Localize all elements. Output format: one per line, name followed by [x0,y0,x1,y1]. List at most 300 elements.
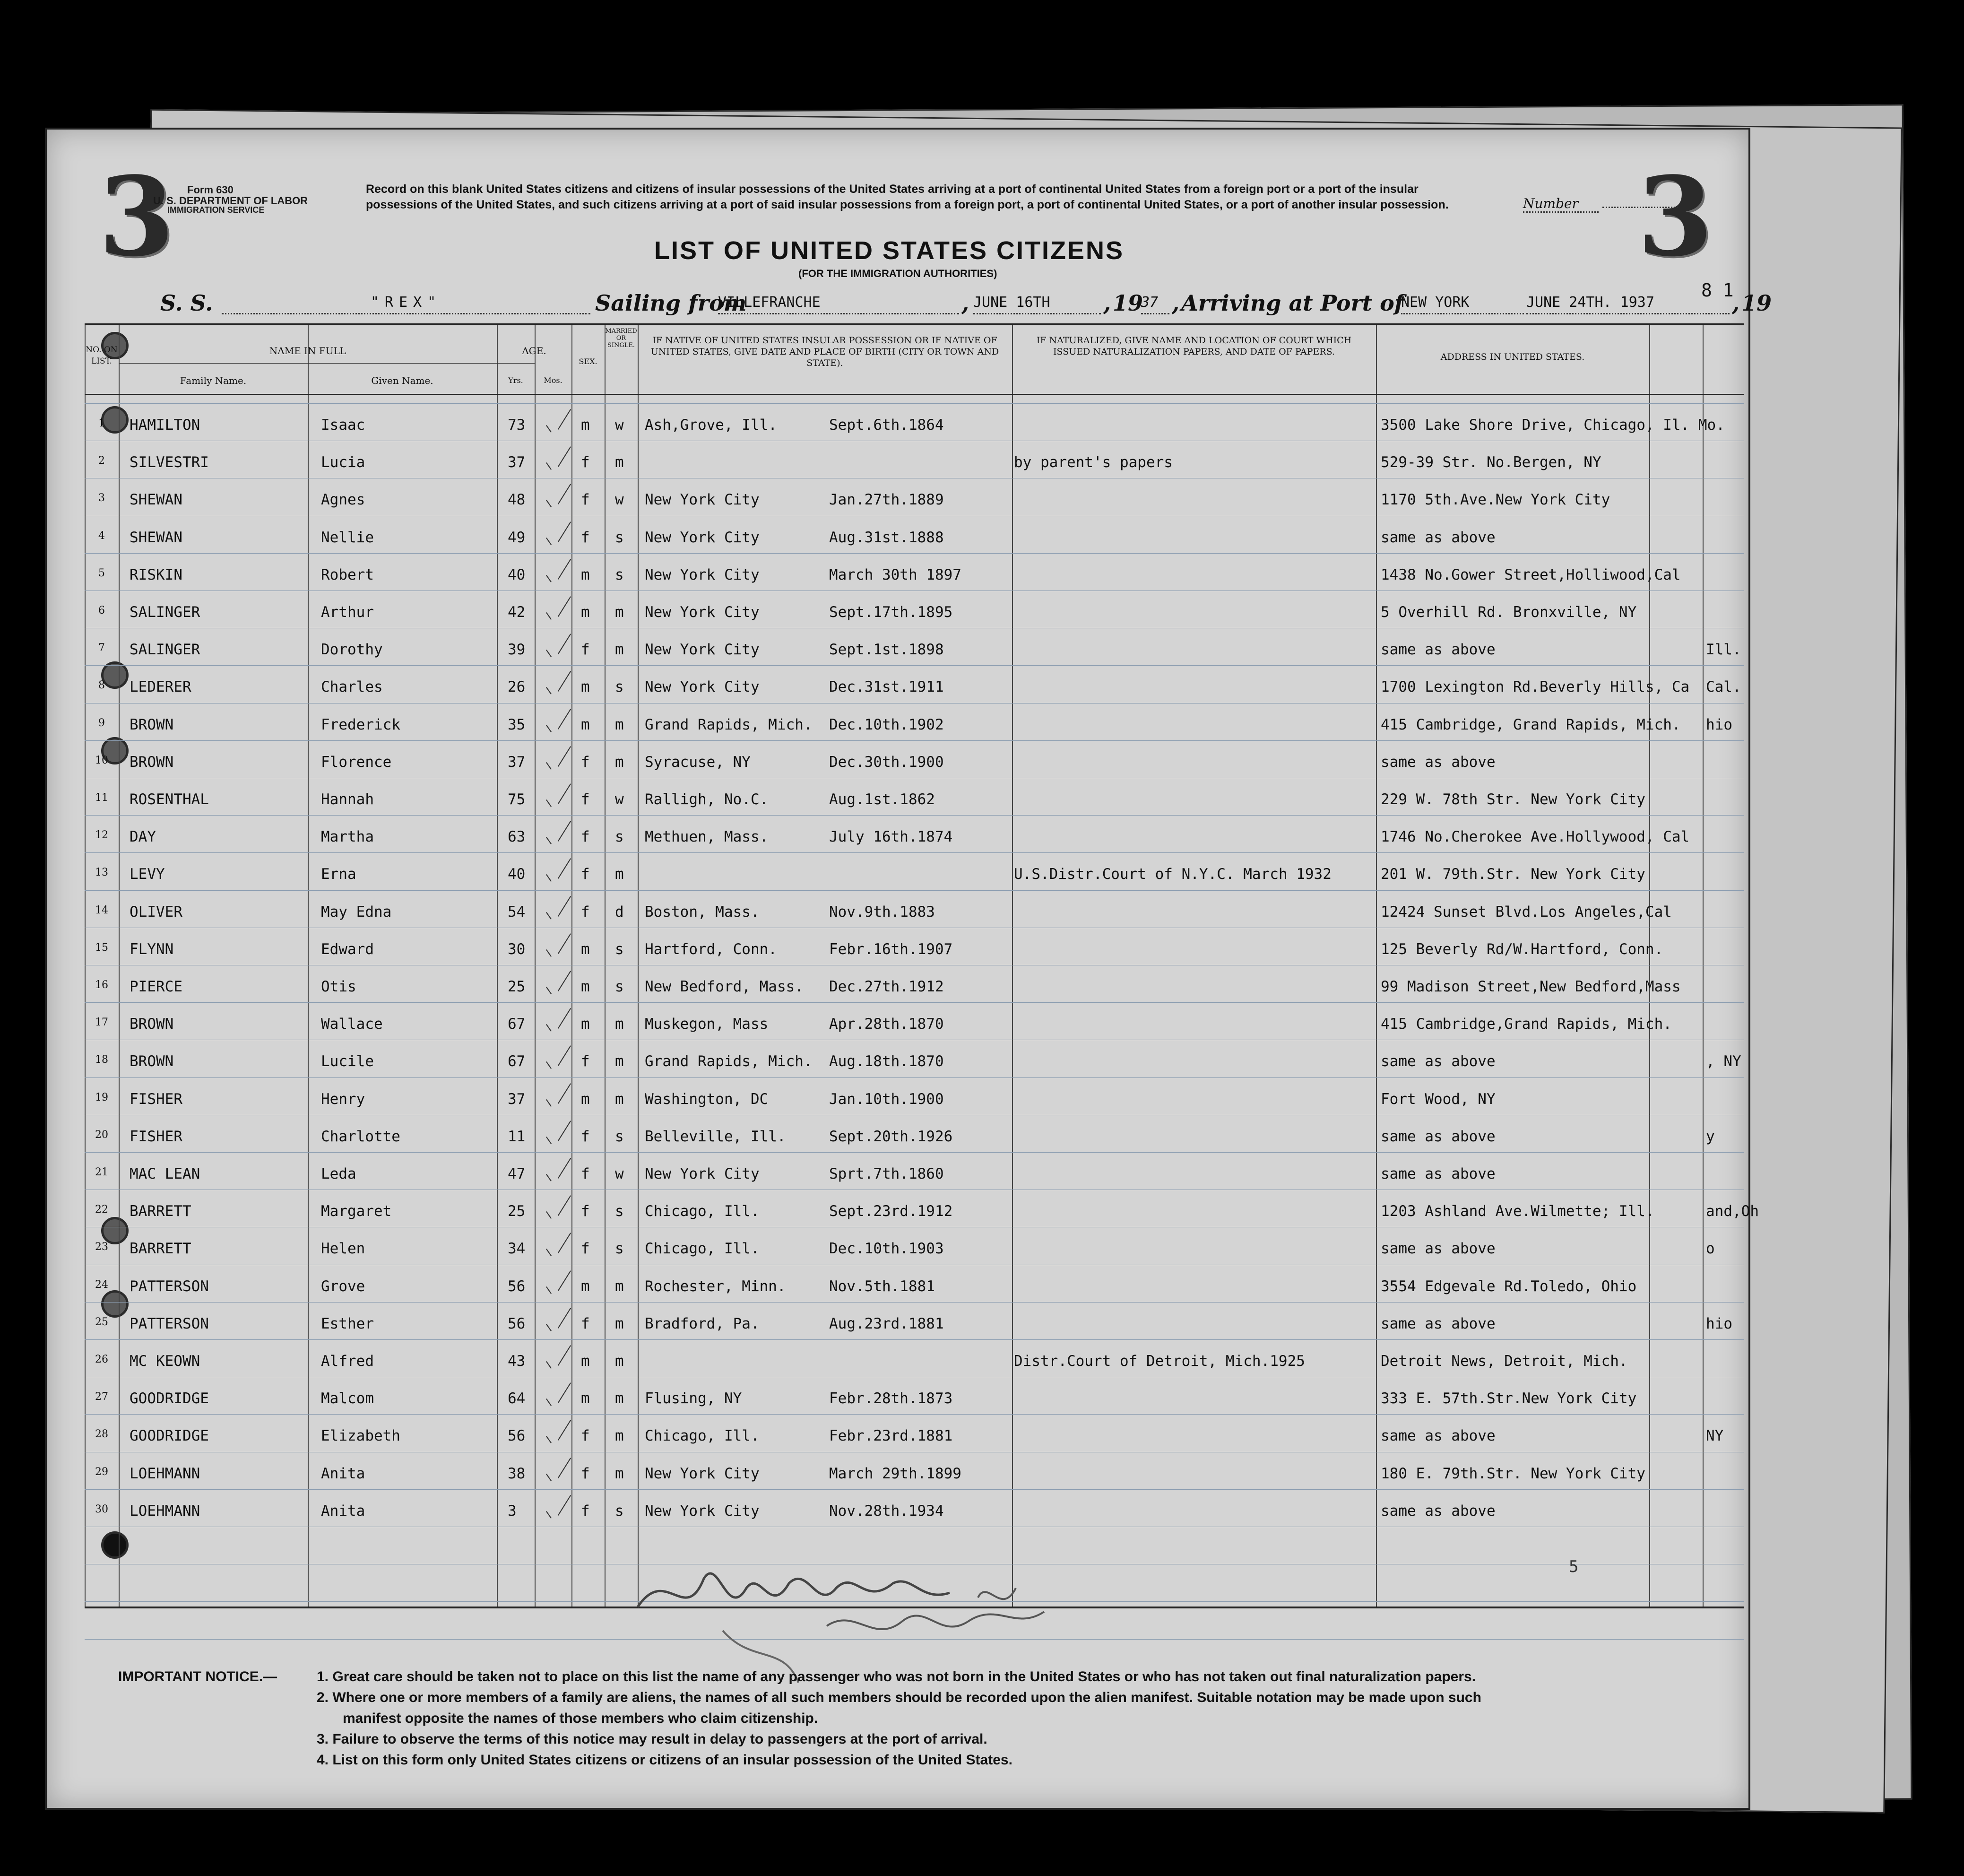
us-address: same as above [1381,641,1496,659]
margin-note: hio [1706,1315,1732,1332]
check-mark [558,1195,571,1216]
us-address: same as above [1381,1240,1496,1258]
family-name: SHEWAN [130,491,182,509]
document-subtitle: (FOR THE IMMIGRATION AUTHORITIES) [798,268,997,279]
marital-status: m [615,753,624,771]
row-number: 27 [95,1391,108,1403]
birth-place: New York City [645,604,760,621]
notice-item-2-cont: manifest opposite the names of those members who claim citizenship. [343,1711,818,1726]
birth-date: Dec.31st.1911 [829,678,944,696]
sex: f [581,1128,590,1145]
age-years: 34 [508,1240,526,1258]
form-number-left: 3 [99,153,175,281]
check-mark [546,538,552,545]
margin-note: , NY [1706,1053,1741,1070]
sex: f [581,641,590,659]
sex: m [581,604,590,621]
row-number: 6 [98,605,105,617]
family-name: SILVESTRI [130,454,209,471]
family-name: LOEHMANN [130,1502,200,1520]
row-number: 29 [95,1466,108,1478]
marital-status: m [615,454,624,471]
department-name: U. S. DEPARTMENT OF LABOR [153,195,308,207]
year-prefix: 19 [1113,290,1143,316]
given-name: Grove [321,1277,365,1295]
manifest-sheet [45,128,1772,1810]
form-number-right: 3 [1637,153,1713,281]
family-name: FISHER [130,1128,182,1145]
sex: f [581,1465,590,1482]
birth-date: Nov.5th.1881 [829,1277,935,1295]
check-mark [558,1345,571,1365]
corner-mark: 8 1 [1701,280,1734,301]
us-address: 415 Cambridge,Grand Rapids, Mich. [1381,1016,1672,1033]
birth-place: Grand Rapids, Mich. [645,716,813,733]
check-mark [558,971,571,991]
naturalization: Distr.Court of Detroit, Mich.1925 [1014,1353,1305,1370]
check-mark [546,799,552,807]
marital-status: s [615,1128,624,1145]
family-name: SALINGER [130,641,200,659]
sex: m [581,978,590,995]
family-name: FISHER [130,1090,182,1108]
birth-date: Jan.27th.1889 [829,491,944,509]
check-mark [546,874,552,882]
family-name: HAMILTON [130,417,200,434]
sex: f [581,1203,590,1220]
check-mark [558,634,571,654]
check-mark [546,1211,552,1219]
document-title: LIST OF UNITED STATES CITIZENS [654,236,1124,265]
given-name: Malcom [321,1390,374,1407]
age-years: 48 [508,491,526,509]
birth-place: Flusing, NY [645,1390,742,1407]
notice-item-2: 2. Where one or more members of a family are aliens, the names of all such members should be recorded upon the alien manifest. Suitable notation may be made upon such [317,1690,1481,1705]
birth-place: Ash,Grove, Ill. [645,417,777,434]
margin-note: and,Oh [1706,1203,1759,1220]
family-name: MAC LEAN [130,1165,200,1182]
row-number: 3 [98,492,105,504]
marital-status: m [615,1427,624,1445]
marital-status: m [615,1390,624,1407]
us-address: 1746 No.Cherokee Ave.Hollywood, Cal [1381,828,1690,846]
age-years: 40 [508,866,526,883]
given-name: Dorothy [321,641,383,659]
family-name: LOEHMANN [130,1465,200,1482]
birth-place: New York City [645,1165,760,1182]
us-address: 415 Cambridge, Grand Rapids, Mich. [1381,716,1681,733]
check-mark [546,1286,552,1294]
check-mark [546,1511,552,1519]
check-mark [558,859,571,879]
margin-note: Ill. [1706,641,1741,659]
birth-date: Sept.6th.1864 [829,417,944,434]
row-number: 12 [95,829,108,842]
age-years: 56 [508,1315,526,1332]
sex: f [581,1053,590,1070]
ruled-line [85,703,1744,704]
sex: f [581,1502,590,1520]
row-number: 24 [95,1278,108,1291]
sex: f [581,828,590,846]
margin-note: NY [1706,1427,1724,1445]
check-mark [546,1398,552,1406]
check-mark [546,1137,552,1144]
birth-date: March 29th.1899 [829,1465,961,1482]
marital-status: s [615,566,624,583]
age-years: 42 [508,604,526,621]
family-name: SHEWAN [130,529,182,546]
header-given-name: Given Name. [371,375,433,386]
arrival-date: JUNE 24TH. 1937 [1526,294,1730,314]
age-years: 25 [508,978,526,995]
birth-date: Aug.23rd.1881 [829,1315,944,1332]
row-number: 7 [98,642,105,654]
ruled-line [85,553,1744,554]
birth-place: Muskegon, Mass [645,1016,769,1033]
us-address: 3554 Edgevale Rd.Toledo, Ohio [1381,1277,1637,1295]
birth-place: Washington, DC [645,1090,769,1108]
sex: m [581,1353,590,1370]
given-name: Esther [321,1315,374,1332]
family-name: BARRETT [130,1203,191,1220]
birth-date: Febr.28th.1873 [829,1390,953,1407]
row-number: 10 [95,754,108,766]
row-number: 16 [95,979,108,991]
birth-date: Nov.9th.1883 [829,903,935,921]
us-address: same as above [1381,1315,1496,1332]
birth-date: Dec.30th.1900 [829,753,944,771]
check-mark [546,1024,552,1032]
marital-status: m [615,604,624,621]
birth-place: Chicago, Ill. [645,1203,760,1220]
sex: f [581,753,590,771]
page-mark: 5 [1569,1557,1579,1576]
check-mark [546,575,552,582]
marital-status: m [615,716,624,733]
birth-place: Boston, Mass. [645,903,760,921]
us-address: 99 Madison Street,New Bedford,Mass [1381,978,1681,995]
check-mark [558,409,571,429]
given-name: Erna [321,866,356,883]
notice-item-4: 4. List on this form only United States citizens or citizens of an insular possession of the United States. [317,1752,1012,1768]
birth-date: March 30th 1897 [829,566,961,583]
age-years: 56 [508,1427,526,1445]
us-address: 1700 Lexington Rd.Beverly Hills, Ca [1381,678,1690,696]
header-naturalized: IF NATURALIZED, GIVE NAME AND LOCATION OF COURT WHICH ISSUED NATURALIZATION PAPERS, AND DATE OF PAPERS. [1036,335,1352,357]
row-number: 19 [95,1091,108,1103]
given-name: Elizabeth [321,1427,400,1445]
age-years: 30 [508,940,526,958]
us-address: 180 E. 79th.Str. New York City [1381,1465,1645,1482]
row-number: 2 [98,455,105,467]
header-address: ADDRESS IN UNITED STATES. [1440,352,1585,362]
check-mark [558,521,571,542]
age-years: 75 [508,791,526,808]
check-mark [546,1174,552,1181]
given-name: Margaret [321,1203,392,1220]
check-mark [558,1308,571,1328]
row-number: 22 [95,1204,108,1216]
birth-date: Nov.28th.1934 [829,1502,944,1520]
us-address: 529-39 Str. No.Bergen, NY [1381,454,1601,471]
ruled-line [85,1002,1744,1003]
birth-place: Ralligh, No.C. [645,791,769,808]
given-name: May Edna [321,903,392,921]
marital-status: d [615,903,624,921]
sex: m [581,566,590,583]
sex: m [581,940,590,958]
birth-place: New York City [645,529,760,546]
row-number: 23 [95,1241,108,1253]
margin-note: o [1706,1240,1715,1258]
row-number: 28 [95,1428,108,1441]
us-address: 229 W. 78th Str. New York City [1381,791,1645,808]
sex: m [581,1016,590,1033]
family-name: BROWN [130,753,174,771]
passenger-table [85,323,1759,1608]
row-number: 17 [95,1016,108,1029]
check-mark [546,687,552,695]
us-address: same as above [1381,1128,1496,1145]
age-years: 37 [508,753,526,771]
check-mark [558,1382,571,1403]
check-mark [558,671,571,692]
check-mark [558,783,571,804]
given-name: Anita [321,1465,365,1482]
year-prefix: 19 [1741,290,1772,316]
family-name: PATTERSON [130,1277,209,1295]
us-address: Detroit News, Detroit, Mich. [1381,1353,1628,1370]
family-name: RISKIN [130,566,182,583]
birth-place: New Bedford, Mass. [645,978,804,995]
check-mark [558,1046,571,1066]
age-years: 63 [508,828,526,846]
ruled-line [85,740,1744,741]
us-address: Fort Wood, NY [1381,1090,1496,1108]
family-name: FLYNN [130,940,174,958]
voyage-line: S. S. "REX" Sailing from VILLEFRANCHE , JUNE 16TH , 19 37 , Arriving at Port of NEW YORK JUNE 24TH. 1937 , 19 [160,290,1772,316]
notice-heading: IMPORTANT NOTICE.— [118,1669,277,1685]
check-mark [546,1249,552,1256]
us-address: 5 Overhill Rd. Bronxville, NY [1381,604,1637,621]
header-no: NO. ON LIST. [86,345,118,366]
check-mark [546,762,552,770]
us-address: 333 E. 57th.Str.New York City [1381,1390,1637,1407]
naturalization: U.S.Distr.Court of N.Y.C. March 1932 [1014,866,1332,883]
check-mark [558,1270,571,1291]
birth-date: Febr.16th.1907 [829,940,953,958]
birth-date: Aug.18th.1870 [829,1053,944,1070]
ruled-line [85,1302,1744,1303]
header-married-single: MARRIED OR SINGLE. [605,328,637,349]
check-mark [546,425,552,433]
age-years: 26 [508,678,526,696]
given-name: Martha [321,828,374,846]
family-name: SALINGER [130,604,200,621]
sex: f [581,529,590,546]
check-mark [546,612,552,620]
birth-place: New York City [645,1465,760,1482]
birth-date: Jan.10th.1900 [829,1090,944,1108]
marital-status: m [615,1277,624,1295]
age-years: 37 [508,1090,526,1108]
us-address: same as above [1381,1427,1496,1445]
birth-place: New York City [645,678,760,696]
marital-status: w [615,491,624,509]
family-name: OLIVER [130,903,182,921]
marital-status: s [615,828,624,846]
service-name: IMMIGRATION SERVICE [167,205,265,215]
header-family-name: Family Name. [180,375,247,386]
given-name: Agnes [321,491,365,509]
family-name: BROWN [130,716,174,733]
check-mark [546,725,552,732]
given-name: Charles [321,678,383,696]
birth-date: Dec.10th.1903 [829,1240,944,1258]
row-number: 4 [98,530,105,542]
sex: f [581,1165,590,1182]
ruled-line [85,852,1744,853]
given-name: Arthur [321,604,374,621]
birth-place: Syracuse, NY [645,753,751,771]
us-address: 1438 No.Gower Street,Holliwood,Cal [1381,566,1681,583]
departure-port: VILLEFRANCHE [718,294,959,314]
birth-date: Sept.20th.1926 [829,1128,953,1145]
age-years: 56 [508,1277,526,1295]
age-years: 67 [508,1016,526,1033]
us-address: same as above [1381,1502,1496,1520]
check-mark [558,746,571,766]
margin-note: hio [1706,716,1732,733]
age-years: 25 [508,1203,526,1220]
sex: f [581,1240,590,1258]
check-mark [546,1474,552,1481]
family-name: BARRETT [130,1240,191,1258]
notice-item-1: 1. Great care should be taken not to place on this list the name of any passenger who was not born in the United States or who has not taken out final naturalization papers. [317,1669,1476,1685]
marital-status: m [615,1465,624,1482]
departure-year: 37 [1141,294,1169,314]
age-years: 73 [508,417,526,434]
ship-name: "REX" [222,294,590,314]
us-address: 12424 Sunset Blvd.Los Angeles,Cal [1381,903,1672,921]
check-mark [558,1233,571,1253]
marital-status: s [615,1203,624,1220]
arriving-label: Arriving at Port of [1181,290,1404,316]
us-address: 125 Beverly Rd/W.Hartford, Conn. [1381,940,1663,958]
us-address: same as above [1381,1053,1496,1070]
marital-status: s [615,1240,624,1258]
check-mark [546,987,552,994]
marital-status: w [615,417,624,434]
sex: f [581,903,590,921]
given-name: Isaac [321,417,365,434]
family-name: DAY [130,828,156,846]
row-number: 25 [95,1316,108,1328]
row-number: 9 [98,717,105,729]
us-address: 1203 Ashland Ave.Wilmette; Ill. [1381,1203,1654,1220]
us-address: same as above [1381,529,1496,546]
check-mark [558,1120,571,1141]
birth-place: Chicago, Ill. [645,1240,760,1258]
header-sex: SEX. [579,357,597,366]
check-mark [558,446,571,467]
us-address: 201 W. 79th.Str. New York City [1381,866,1645,883]
ss-label: S. S. [160,290,213,316]
birth-place: Chicago, Ill. [645,1427,760,1445]
family-name: BROWN [130,1016,174,1033]
us-address: 1170 5th.Ave.New York City [1381,491,1610,509]
age-years: 3 [508,1502,517,1520]
header-birth: IF NATIVE OF UNITED STATES INSULAR POSSESSION OR IF NATIVE OF UNITED STATES, GIVE DATE AND PLACE OF BIRTH (CITY OR TOWN AND STATE). [650,335,999,368]
marital-status: s [615,678,624,696]
sex: m [581,1390,590,1407]
check-mark [558,1158,571,1178]
header-years: Yrs. [508,376,523,385]
ruled-line [85,1414,1744,1415]
marital-status: m [615,1090,624,1108]
age-years: 49 [508,529,526,546]
check-mark [546,462,552,470]
ruled-line [85,1339,1744,1340]
marital-status: m [615,1315,624,1332]
given-name: Robert [321,566,374,583]
given-name: Nellie [321,529,374,546]
marital-status: m [615,1016,624,1033]
marital-status: m [615,1353,624,1370]
departure-date: JUNE 16TH [973,294,1101,314]
sex: f [581,1427,590,1445]
given-name: Florence [321,753,392,771]
sex: f [581,491,590,509]
check-mark [558,1420,571,1441]
given-name: Alfred [321,1353,374,1370]
sex: f [581,866,590,883]
ruled-line [85,890,1744,891]
family-name: LEVY [130,866,165,883]
check-mark [558,1008,571,1028]
check-mark [558,484,571,504]
birth-date: Sept.17th.1895 [829,604,953,621]
check-mark [558,559,571,579]
sex: f [581,1315,590,1332]
row-number: 15 [95,941,108,954]
family-name: ROSENTHAL [130,791,209,808]
age-years: 47 [508,1165,526,1182]
row-number: 18 [95,1054,108,1066]
ruled-line [85,815,1744,816]
given-name: Leda [321,1165,356,1182]
check-mark [546,912,552,920]
check-mark [558,709,571,729]
marital-status: s [615,978,624,995]
birth-place: New York City [645,491,760,509]
sex: f [581,791,590,808]
check-mark [558,1458,571,1478]
given-name: Otis [321,978,356,995]
birth-place: Belleville, Ill. [645,1128,786,1145]
birth-place: Bradford, Pa. [645,1315,760,1332]
given-name: Hannah [321,791,374,808]
marital-status: s [615,529,624,546]
check-mark [546,1099,552,1107]
family-name: BROWN [130,1053,174,1070]
given-name: Charlotte [321,1128,400,1145]
family-name: LEDERER [130,678,191,696]
birth-place: New York City [645,1502,760,1520]
check-mark [546,500,552,507]
ruled-line [85,665,1744,666]
